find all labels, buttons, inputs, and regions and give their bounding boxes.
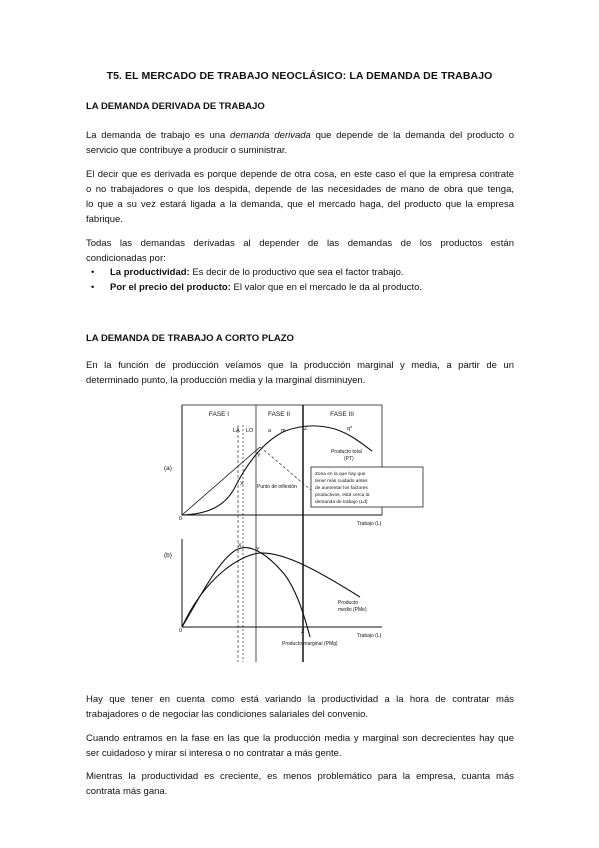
- phase-label-3: FASE III: [330, 411, 354, 418]
- label-z-bottom: Z: [301, 629, 305, 635]
- bullet-text: Es decir de lo productivo que sea el factor trabajo.: [189, 267, 404, 278]
- paragraph-line: determinado punto, la producción media y la marginal disminuyen.: [86, 375, 366, 386]
- label-q-star: q*: [347, 426, 353, 432]
- bullet-term: La productividad:: [110, 267, 190, 278]
- paragraph-derived-explanation: [86, 167, 514, 227]
- production-function-figure: [160, 397, 425, 680]
- bullet-icon: •: [91, 267, 95, 278]
- average-product-label: Producto: [338, 600, 359, 606]
- paragraph-line: El decir que es derivada es porque depende de otra cosa, en este caso el que la empresa contrate: [86, 169, 514, 180]
- callout-line: Zona en la que hay que: [315, 472, 366, 477]
- label-y-top: Y: [257, 453, 261, 459]
- emphasis-text: demanda derivada: [230, 130, 311, 141]
- bullet-term: Por el precio del producto:: [110, 282, 231, 293]
- section-heading-short-run: LA DEMANDA DE TRABAJO A CORTO PLAZO: [86, 333, 294, 344]
- labor-axis-label-bottom: Trabajo (L): [357, 633, 382, 639]
- inflection-point-label: Punto de inflexión: [257, 484, 297, 490]
- origin-label-bottom: 0: [179, 628, 183, 634]
- paragraph-derived-demand-definition: [86, 128, 514, 158]
- average-product-abbr: medio (PMe): [338, 607, 367, 613]
- marginal-product-label: Producto marginal (PMg): [282, 641, 338, 647]
- paragraph-production-function: [86, 358, 514, 388]
- label-x-top: X: [240, 481, 244, 487]
- callout-line: demanda de trabajo (Ld): [315, 500, 368, 505]
- production-function-diagram: [160, 397, 425, 680]
- panel-label-b: (b): [164, 552, 172, 559]
- paragraph-line: servicio que contribuye a producir o suministrar.: [86, 145, 288, 156]
- callout-line: productivos, está cerca la: [315, 493, 370, 498]
- page-title: T5. EL MERCADO DE TRABAJO NEOCLÁSICO: LA DEMANDA DE TRABAJO: [106, 70, 493, 82]
- average-product-curve: [182, 553, 360, 627]
- origin-label-top: 0: [179, 516, 183, 522]
- paragraph-line: Mientras la productividad es creciente, es menos problemático para la empresa, cuanta más: [86, 771, 514, 782]
- label-lo: LO: [246, 428, 254, 434]
- paragraph-line: trabajadores o de negociar las condiciones salariales del convenio.: [86, 709, 369, 720]
- total-product-abbr: (PT): [344, 456, 354, 462]
- paragraph-line: En la función de producción veíamos que la producción marginal y media, a partir de un: [86, 360, 514, 371]
- list-item: [86, 280, 526, 295]
- label-x-bottom: X: [238, 543, 242, 549]
- total-product-label: Producto total: [331, 449, 362, 455]
- label-z: Z: [304, 426, 308, 432]
- bullet-text: El valor que en el mercado le da al producto.: [230, 282, 423, 293]
- paragraph-line: ser cuidadoso y mirar si interesa o no contratar a más gente.: [86, 748, 342, 759]
- bullet-icon: •: [91, 282, 95, 293]
- paragraph-line: [86, 128, 514, 143]
- paragraph-increasing-productivity: [86, 769, 514, 799]
- callout-line: tener más cuidado antes: [315, 479, 368, 484]
- paragraph-line: o no trabajadores o que los despida, depende de las necesidades de mano de obra que tenga,: [86, 184, 514, 195]
- tangent-ray: [182, 447, 260, 515]
- section-heading-derived-demand: LA DEMANDA DERIVADA DE TRABAJO: [86, 101, 265, 112]
- paragraph-line: Hay que tener en cuenta como está variando la productividad a la hora de contratar más: [86, 694, 514, 705]
- text-run: La demanda de trabajo es una: [86, 130, 231, 141]
- labor-axis-label-top: Trabajo (L): [357, 521, 382, 527]
- phase-label-2: FASE II: [267, 411, 291, 418]
- paragraph-line: condicionadas por:: [86, 253, 166, 264]
- paragraph-conditioned-by: [86, 236, 514, 266]
- callout-line: de aumentar los factores: [315, 486, 368, 491]
- paragraph-decreasing-phase: [86, 731, 514, 761]
- label-m: m: [281, 428, 286, 434]
- text-run: que depende de la demanda del producto o: [310, 130, 514, 141]
- marginal-product-curve: [182, 548, 310, 637]
- label-a: a: [268, 428, 272, 434]
- paragraph-line: contrata más gana.: [86, 786, 168, 797]
- bullet-list: [86, 265, 526, 295]
- list-item: [86, 265, 526, 280]
- paragraph-line: Todas las demandas derivadas al depender de las demandas de los productos están: [86, 238, 514, 249]
- phase-label-1: FASE I: [208, 411, 230, 418]
- label-la: LA: [233, 428, 240, 434]
- paragraph-line: fabrique.: [86, 214, 123, 225]
- paragraph-line: lo que a su vez estará ligada a la demanda, que el mercado haga, del producto que la empresa: [86, 199, 514, 210]
- paragraph-productivity-variation: [86, 692, 514, 722]
- label-y-bottom: Y: [256, 547, 260, 553]
- panel-label-a: (a): [164, 465, 172, 472]
- paragraph-line: Cuando entramos en la fase en las que la producción media y marginal son decrecientes hay que: [86, 733, 514, 744]
